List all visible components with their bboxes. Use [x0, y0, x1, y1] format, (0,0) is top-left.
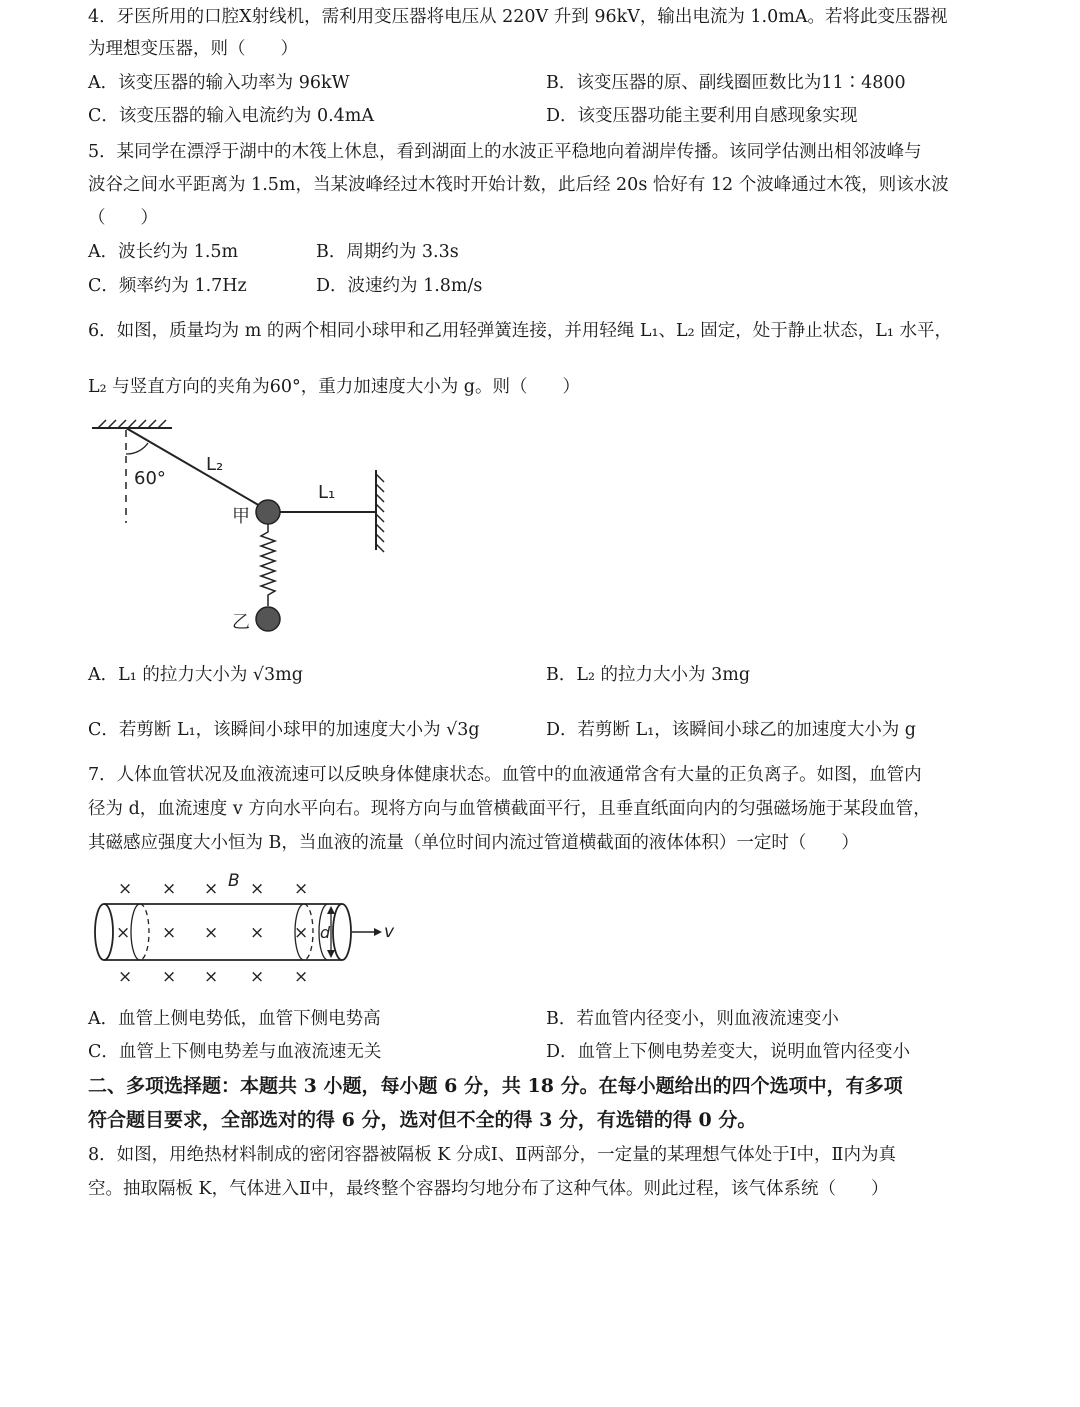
- q7-cross: ×: [118, 967, 133, 987]
- q7-blood-vessel-figure: [90, 868, 410, 993]
- q7-cross: ×: [294, 923, 309, 943]
- q6-spring-figure: [86, 418, 416, 643]
- q4-option-a: A．该变压器的输入功率为 96kW: [88, 73, 350, 93]
- q7-cross: ×: [204, 879, 219, 899]
- q4-stem-line2: 为理想变压器，则（ ）: [88, 39, 298, 59]
- q7-option-a: A．血管上侧电势低，血管下侧电势高: [88, 1009, 381, 1029]
- q7-cross: ×: [118, 879, 133, 899]
- q7-field-label: B: [228, 871, 240, 891]
- q7-stem-line3: 其磁感应强度大小恒为 B，当血液的流量（单位时间内流过管道横截面的液体体积）一定时（ ）: [88, 833, 859, 853]
- q4-stem-line1: 4．牙医所用的口腔X射线机，需利用变压器将电压从 220V 升到 96kV，输出电流为 1.0mA。若将此变压器视: [88, 7, 948, 27]
- q6-stem-line1: 6．如图，质量均为 m 的两个相同小球甲和乙用轻弹簧连接，并用轻绳 L₁、L₂ 固定，处于静止状态，L₁ 水平，: [88, 321, 952, 341]
- q7-cross: ×: [116, 923, 131, 943]
- q7-cross: ×: [162, 923, 177, 943]
- q6-rope1-label: L₁: [318, 482, 336, 503]
- q7-cross: ×: [204, 923, 219, 943]
- q8-stem-line1: 8．如图，用绝热材料制成的密闭容器被隔板 K 分成Ⅰ、Ⅱ两部分，一定量的某理想气体处于Ⅰ中，Ⅱ内为真: [88, 1145, 896, 1165]
- q6-ball-yi: [256, 607, 280, 631]
- q6-option-a: A．L₁ 的拉力大小为 √3mg: [88, 665, 303, 685]
- q5-option-b: B．周期约为 3.3s: [316, 242, 459, 262]
- q4-option-d: D．该变压器功能主要利用自感现象实现: [546, 106, 858, 126]
- q7-cross: ×: [294, 879, 309, 899]
- q7-cross: ×: [162, 879, 177, 899]
- q5-stem-line2: 波谷之间水平距离为 1.5m，当某波峰经过木筏时开始计数，此后经 20s 恰好有 12 个波峰通过木筏，则该水波: [88, 175, 949, 195]
- q5-option-d: D．波速约为 1.8m/s: [316, 276, 483, 296]
- q6-ball2-label: 乙: [232, 612, 250, 633]
- section2-heading-line2: 符合题目要求，全部选对的得 6 分，选对但不全的得 3 分，有选错的得 0 分。: [88, 1109, 757, 1131]
- q7-diameter-label: d: [320, 923, 331, 942]
- q5-option-a: A．波长约为 1.5m: [88, 242, 239, 262]
- q4-option-c: C．该变压器的输入电流约为 0.4mA: [88, 106, 375, 126]
- q5-option-c: C．频率约为 1.7Hz: [88, 276, 247, 296]
- q6-ball1-label: 甲: [232, 506, 250, 527]
- q6-option-b: B．L₂ 的拉力大小为 3mg: [546, 665, 751, 685]
- q5-stem-line3: （ ）: [88, 208, 158, 228]
- q6-stem-line2: L₂ 与竖直方向的夹角为60°，重力加速度大小为 g。则（ ）: [88, 377, 580, 397]
- q7-cross: ×: [250, 923, 265, 943]
- q7-velocity-label: v: [384, 922, 395, 942]
- q6-spring: [261, 524, 275, 606]
- q7-stem-line1: 7．人体血管状况及血液流速可以反映身体健康状态。血管中的血液通常含有大量的正负离子。如图，血管内: [88, 765, 922, 785]
- q4-option-b: B．该变压器的原、副线圈匝数比为11∶4800: [546, 73, 906, 93]
- q7-option-c: C．血管上下侧电势差与血液流速无关: [88, 1042, 382, 1062]
- q5-stem-line1: 5．某同学在漂浮于湖中的木筏上休息，看到湖面上的水波正平稳地向着湖岸传播。该同学估测出相邻波峰与: [88, 142, 922, 162]
- q8-stem-line2: 空。抽取隔板 K，气体进入Ⅱ中，最终整个容器均匀地分布了这种气体。则此过程，该气体系统（ ）: [88, 1179, 889, 1199]
- q6-option-c: C．若剪断 L₁，该瞬间小球甲的加速度大小为 √3g: [88, 720, 480, 740]
- q7-option-b: B．若血管内径变小，则血液流速变小: [546, 1009, 839, 1029]
- q7-cross: ×: [294, 967, 309, 987]
- q6-angle-label: 60°: [134, 468, 166, 489]
- q7-option-d: D．血管上下侧电势差变大，说明血管内径变小: [546, 1042, 911, 1062]
- q7-cross: ×: [204, 967, 219, 987]
- q7-cross: ×: [162, 967, 177, 987]
- q7-stem-line2: 径为 d，血流速度 v 方向水平向右。现将方向与血管横截面平行，且垂直纸面向内的匀强磁场施于某段血管，: [88, 799, 931, 819]
- q6-rope2-label: L₂: [206, 454, 224, 475]
- section2-heading-line1: 二、多项选择题：本题共 3 小题，每小题 6 分，共 18 分。在每小题给出的四个选项中，有多项: [88, 1075, 903, 1097]
- q6-ball-jia: [256, 500, 280, 524]
- q6-option-d: D．若剪断 L₁，该瞬间小球乙的加速度大小为 g: [546, 720, 916, 740]
- q7-cross: ×: [250, 879, 265, 899]
- q7-cross: ×: [250, 967, 265, 987]
